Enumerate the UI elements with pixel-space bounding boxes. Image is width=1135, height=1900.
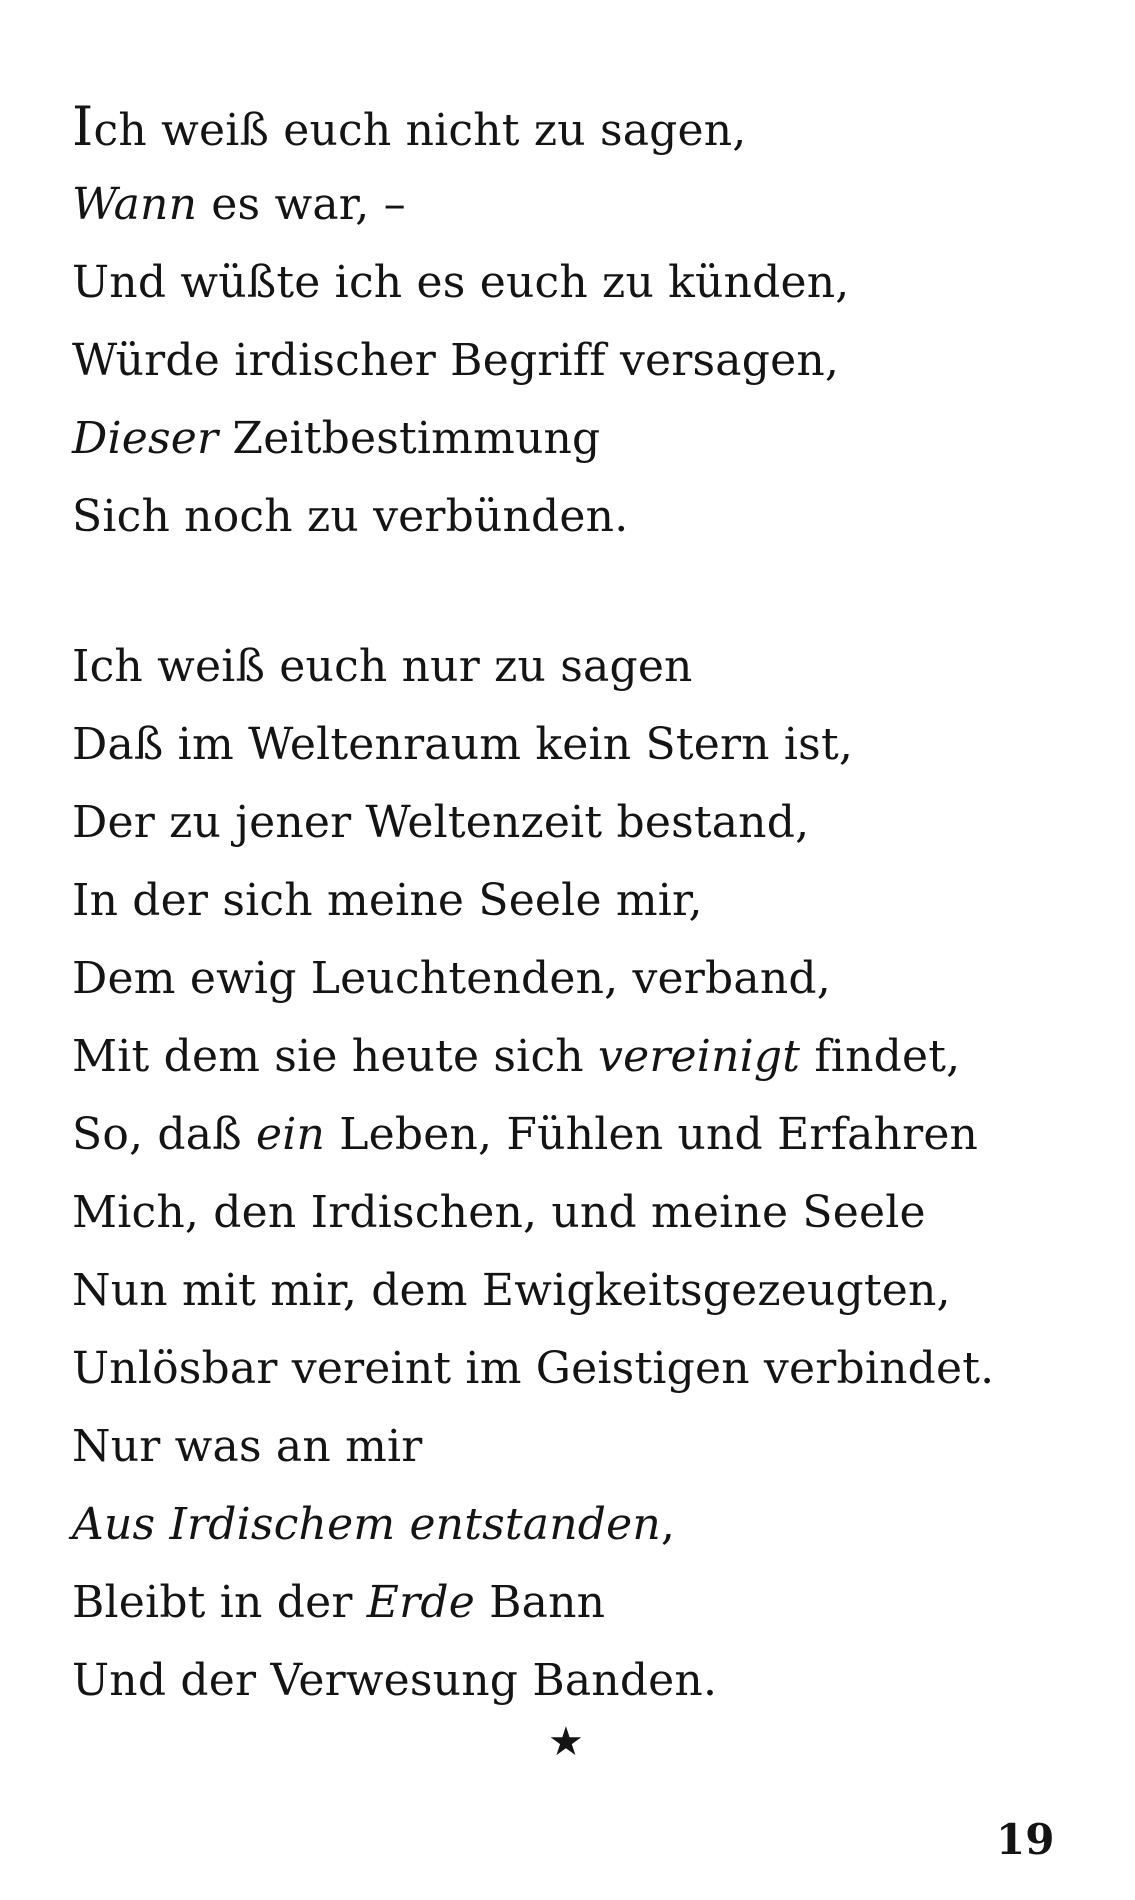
emphasis-text: Erde: [366, 1577, 475, 1628]
verse-line: [72, 1096, 994, 1174]
emphasis-text: Aus Irdischem entstanden: [72, 1499, 661, 1550]
verse-line: Daß im Weltenraum kein Stern ist,: [72, 719, 854, 770]
initial-letter: I: [72, 95, 94, 158]
verse-line: [72, 1018, 994, 1096]
verse-text: es war, –: [197, 179, 406, 230]
verse-line: [72, 1486, 994, 1564]
verse-text: ch weiß euch nicht zu sagen,: [93, 105, 747, 156]
emphasis-text: vereinigt: [598, 1031, 801, 1082]
emphasis-text: Wann: [72, 179, 198, 230]
verse-line: Der zu jener Weltenzeit bestand,: [72, 797, 810, 848]
verse-text: Bann: [474, 1577, 606, 1628]
verse-line: Und wüßte ich es euch zu künden,: [72, 257, 850, 308]
stanza-2: [72, 628, 994, 1720]
verse-line: [72, 88, 849, 166]
verse-line: [72, 166, 849, 244]
verse-text: Leben, Fühlen und Erfahren: [325, 1109, 979, 1160]
verse-line: Nun mit mir, dem Ewigkeitsgezeugten,: [72, 1265, 951, 1316]
verse-line: Dem ewig Leuchtenden, verband,: [72, 953, 831, 1004]
verse-line: In der sich meine Seele mir,: [72, 875, 703, 926]
verse-text: findet,: [800, 1031, 961, 1082]
stanza-1: [72, 88, 849, 556]
emphasis-text: ein: [255, 1109, 326, 1160]
verse-text: Mit dem sie heute sich: [72, 1031, 599, 1082]
star-ornament-icon: ★: [548, 1719, 584, 1765]
verse-line: Sich noch zu verbünden.: [72, 491, 629, 542]
page-number: 19: [996, 1815, 1055, 1864]
verse-line: Mich, den Irdischen, und meine Seele: [72, 1187, 926, 1238]
verse-line: Ich weiß euch nur zu sagen: [72, 641, 693, 692]
verse-text: Bleibt in der: [72, 1577, 367, 1628]
verse-line: Nur was an mir: [72, 1421, 423, 1472]
verse-line: [72, 400, 849, 478]
verse-text: Zeitbestimmung: [218, 413, 601, 464]
verse-text: So, daß: [72, 1109, 256, 1160]
verse-line: Und der Verwesung Banden.: [72, 1655, 718, 1706]
verse-line: Würde irdischer Begriff versagen,: [72, 335, 840, 386]
verse-text: ,: [660, 1499, 676, 1550]
verse-line: [72, 1564, 994, 1642]
verse-line: Unlösbar vereint im Geistigen verbindet.: [72, 1343, 995, 1394]
emphasis-text: Dieser: [72, 413, 219, 464]
